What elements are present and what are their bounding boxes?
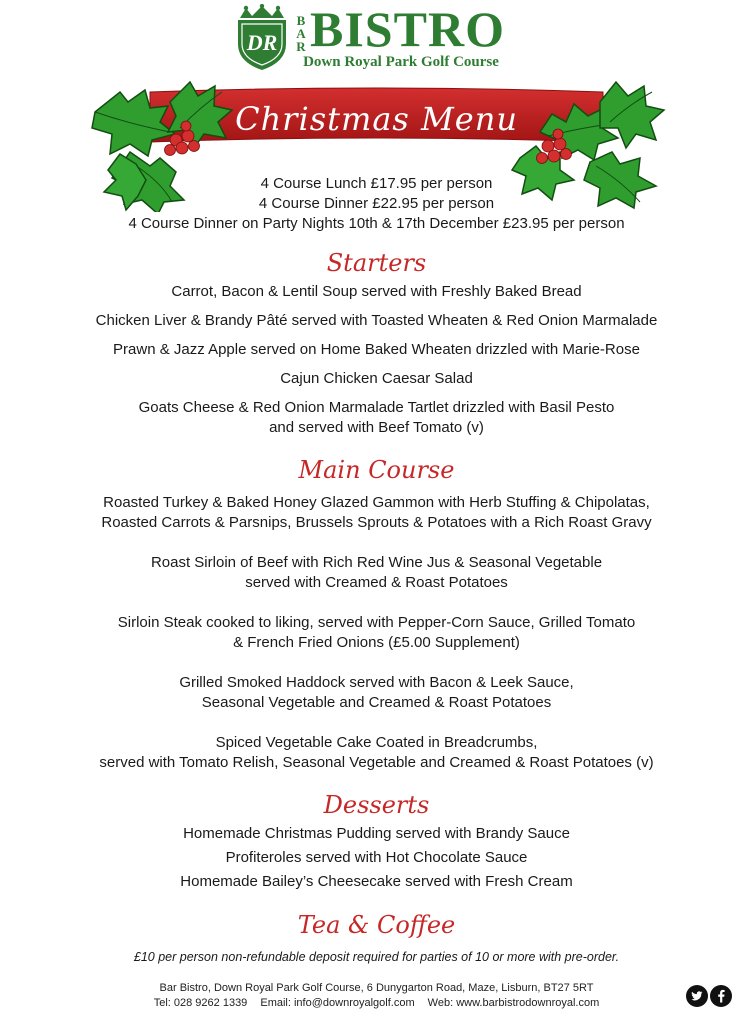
venue-subtitle: Down Royal Park Golf Course [303, 54, 499, 70]
facebook-f-icon [710, 985, 732, 1007]
main-item-line: & French Fried Onions (£5.00 Supplement) [233, 634, 520, 651]
twitter-icon[interactable] [686, 985, 708, 1007]
main-item-line: Sirloin Steak cooked to liking, served with Pepper-Corn Sauce, Grilled Tomato [117, 614, 636, 631]
bar-letter: A [296, 26, 306, 41]
starter-item-continued: and served with Beef Tomato (v) [269, 419, 484, 436]
footer-contact [0, 997, 753, 1009]
main-course-heading: Main Course [298, 456, 455, 484]
main-item-line: served with Tomato Relish, Seasonal Vegetable and Creamed & Roast Potatoes (v) [99, 754, 654, 771]
main-item [0, 553, 753, 593]
price-dinner: 4 Course Dinner £22.95 per person [258, 195, 495, 212]
footer-tel: Tel: 028 9262 1339 [153, 997, 248, 1009]
main-item [0, 673, 753, 713]
bar-wordmark [294, 14, 308, 58]
starters-heading: Starters [326, 249, 427, 277]
bar-letter: B [296, 13, 306, 28]
main-item-line: Grilled Smoked Haddock served with Bacon & Leek Sauce, [179, 674, 574, 691]
tea-coffee-heading: Tea & Coffee [297, 911, 456, 939]
footer-web: Web: www.barbistrodownroyal.com [427, 997, 600, 1009]
footer-address: Bar Bistro, Down Royal Park Golf Course, 6 Dunygarton Road, Maze, Lisburn, BT27 5RT [159, 982, 594, 994]
price-list [0, 174, 753, 234]
main-item-line: Spiced Vegetable Cake Coated in Breadcrumbs, [215, 734, 538, 751]
desserts-section [0, 790, 753, 892]
starter-item: Cajun Chicken Caesar Salad [280, 370, 473, 387]
main-item-line: served with Creamed & Roast Potatoes [245, 574, 508, 591]
main-item-line: Roast Sirloin of Beef with Rich Red Wine Jus & Seasonal Vegetable [150, 554, 603, 571]
price-lunch: 4 Course Lunch £17.95 per person [260, 175, 493, 192]
main-item-line: Seasonal Vegetable and Creamed & Roast Potatoes [201, 694, 552, 711]
dessert-item: Profiteroles served with Hot Chocolate Sauce [225, 849, 528, 866]
starter-item: Prawn & Jazz Apple served on Home Baked Wheaten drizzled with Marie-Rose [113, 341, 640, 358]
facebook-icon[interactable] [710, 985, 732, 1007]
price-party-nights: 4 Course Dinner on Party Nights 10th & 17th December £23.95 per person [128, 215, 625, 232]
crest-monogram: DR [246, 30, 278, 55]
main-item-line: Roasted Turkey & Baked Honey Glazed Gammon with Herb Stuffing & Chipolatas, [103, 494, 650, 511]
desserts-heading: Desserts [323, 791, 430, 819]
bar-letter: R [296, 39, 306, 54]
starter-item: Goats Cheese & Red Onion Marmalade Tartlet drizzled with Basil Pesto [138, 399, 615, 416]
main-item [0, 613, 753, 653]
starters-section [0, 248, 753, 438]
main-item [0, 493, 753, 533]
dessert-item: Homemade Bailey’s Cheesecake served with Fresh Cream [180, 873, 573, 890]
main-course-section [0, 455, 753, 773]
bistro-wordmark: BISTRO [310, 1, 505, 57]
main-item [0, 733, 753, 773]
starter-item: Chicken Liver & Brandy Pâté served with Toasted Wheaten & Red Onion Marmalade [95, 312, 658, 329]
bar-letters [294, 14, 308, 53]
starter-item: Carrot, Bacon & Lentil Soup served with Freshly Baked Bread [171, 283, 582, 300]
dessert-item: Homemade Christmas Pudding served with Brandy Sauce [183, 825, 570, 842]
main-item-line: Roasted Carrots & Parsnips, Brussels Sprouts & Potatoes with a Rich Roast Gravy [101, 514, 652, 531]
footer-email: Email: info@downroyalgolf.com [260, 997, 415, 1009]
deposit-note: £10 per person non-refundable deposit required for parties of 10 or more with pre-order. [133, 950, 620, 964]
twitter-bird-icon [686, 985, 708, 1007]
banner-title: Christmas Menu [235, 100, 518, 138]
